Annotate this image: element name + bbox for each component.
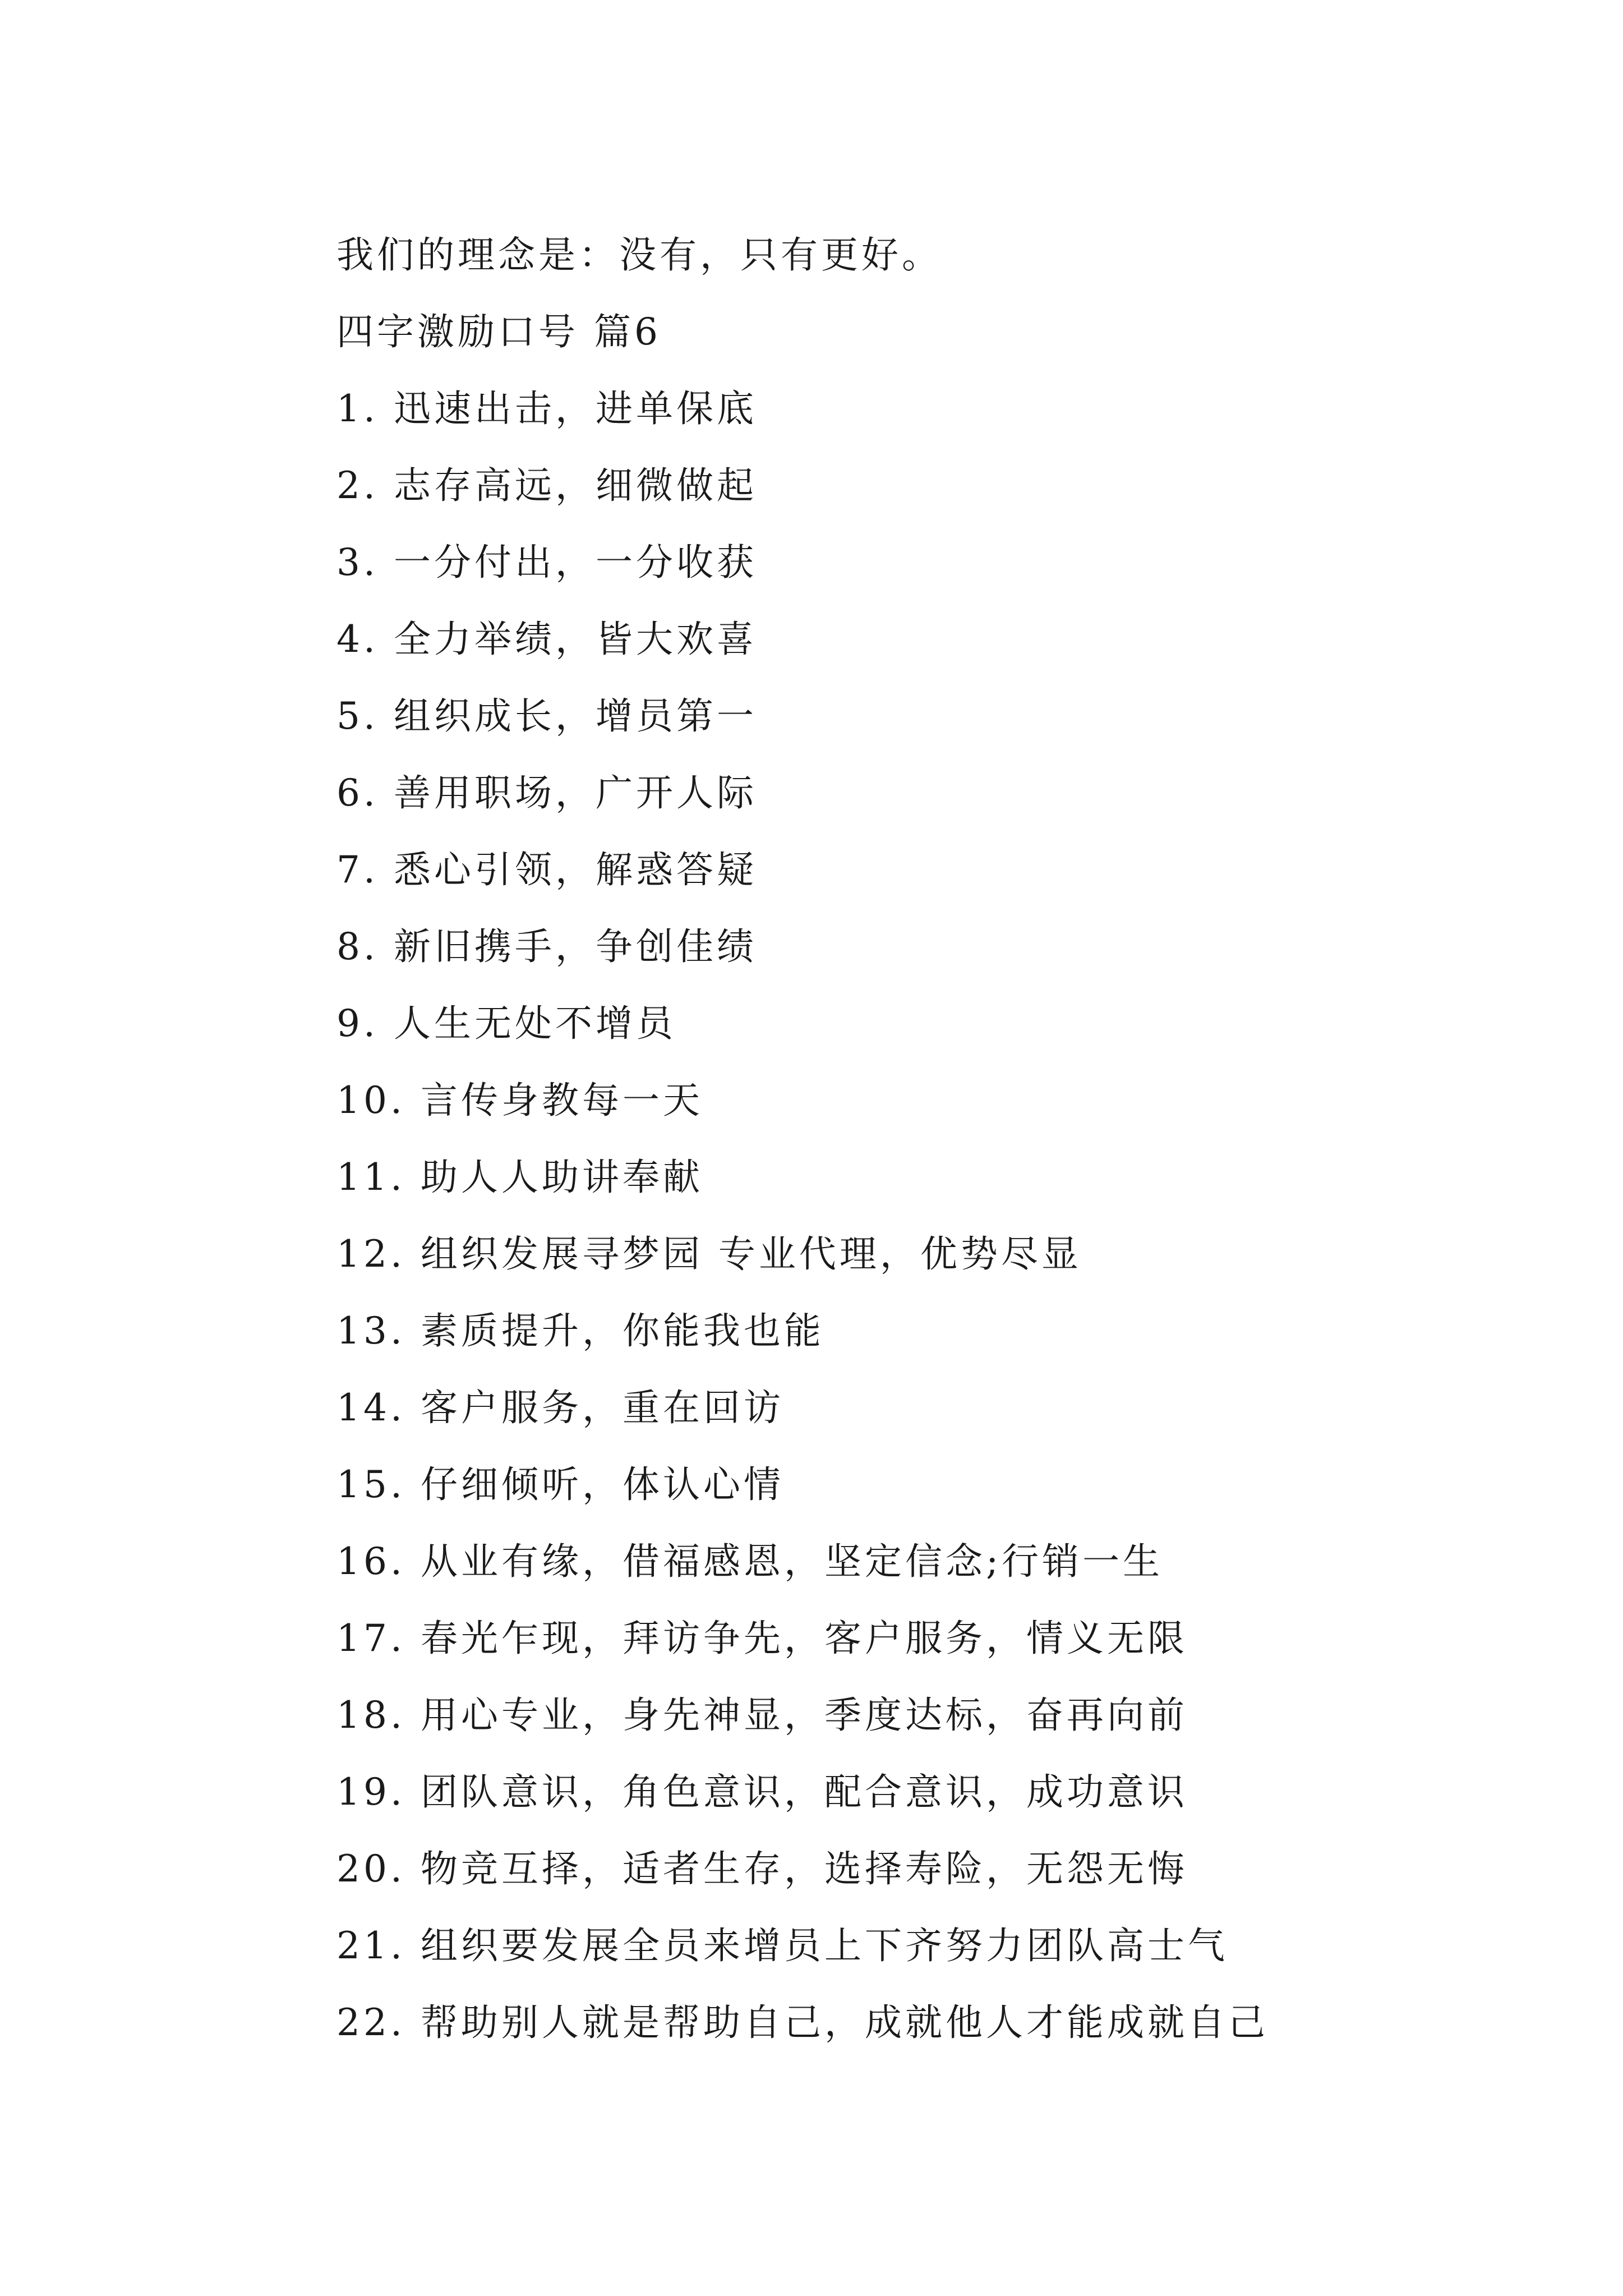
- list-item: 2. 志存高远，细微做起: [336, 464, 757, 507]
- list-item: 8. 新旧携手，争创佳绩: [336, 925, 757, 968]
- list-item: 19. 团队意识，角色意识，配合意识，成功意识: [336, 1770, 1188, 1814]
- list-item: 5. 组织成长，增员第一: [336, 694, 757, 738]
- list-item: 1. 迅速出击，进单保底: [336, 387, 757, 430]
- section-heading: 四字激励口号 篇6: [336, 310, 661, 353]
- list-item: 21. 组织要发展全员来增员上下齐努力团队高士气: [336, 1924, 1228, 1967]
- list-item: 9. 人生无处不增员: [336, 1002, 676, 1045]
- list-item: 7. 悉心引领，解惑答疑: [336, 848, 757, 891]
- list-item: 20. 物竞互择，适者生存，选择寿险，无怨无悔: [336, 1847, 1188, 1890]
- slogan-list: [336, 370, 1486, 2061]
- list-item: 22. 帮助别人就是帮助自己，成就他人才能成就自己: [336, 2001, 1269, 2044]
- list-item: 17. 春光乍现，拜访争先，客户服务，情义无限: [336, 1617, 1188, 1660]
- list-item: 16. 从业有缘，借福感恩，坚定信念;行销一生: [336, 1540, 1164, 1583]
- list-item: 6. 善用职场，广开人际: [336, 771, 757, 815]
- list-item: 13. 素质提升，你能我也能: [336, 1309, 824, 1352]
- list-item: 4. 全力举绩，皆大欢喜: [336, 618, 757, 661]
- list-item: 14. 客户服务，重在回访: [336, 1386, 784, 1429]
- list-item: 10. 言传身教每一天: [336, 1079, 703, 1122]
- document-body: [336, 217, 1486, 2061]
- list-item: 3. 一分付出，一分收获: [336, 541, 757, 584]
- list-item: 11. 助人人助讲奉献: [336, 1156, 703, 1199]
- intro-line: 我们的理念是：没有，只有更好。: [336, 233, 942, 277]
- list-item: 15. 仔细倾听，体认心情: [336, 1463, 784, 1506]
- list-item: 12. 组织发展寻梦园 专业代理，优势尽显: [336, 1232, 1082, 1276]
- list-item: 18. 用心专业，身先神显，季度达标，奋再向前: [336, 1694, 1188, 1737]
